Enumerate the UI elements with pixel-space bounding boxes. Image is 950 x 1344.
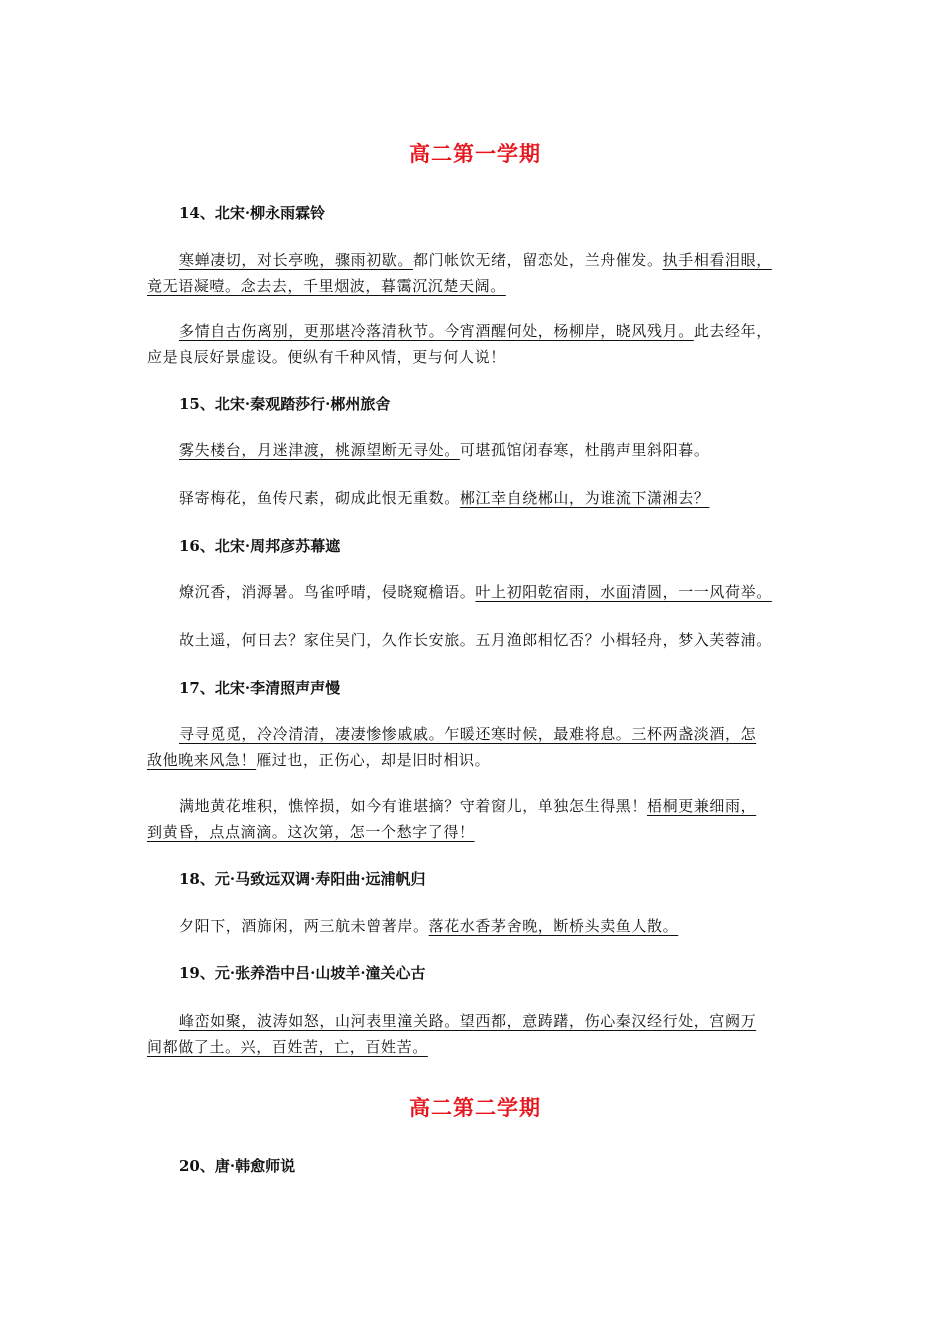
section-title: 高二第二学期: [409, 1095, 541, 1120]
verse-text: 夕阳下，酒旆闲，两三航未曾著岸。: [179, 917, 429, 935]
verse-text: 应是良辰好景虚设。便纵有千种风情，更与何人说！: [147, 348, 506, 366]
underlined-verse: 竟无语凝噎。念去去，千里烟波，暮霭沉沉楚天阔。: [147, 277, 506, 295]
poem-heading: 19、元·张养浩中吕·山坡羊·潼关心古: [179, 964, 426, 982]
poem-heading: 17、北宋·李清照声声慢: [179, 679, 341, 697]
poem-heading: 18、元·马致远双调·寿阳曲·远浦帆归: [179, 870, 426, 888]
poem-line: [179, 487, 709, 508]
poem-heading: 16、北宋·周邦彦苏幕遮: [179, 537, 341, 555]
poem-line: [147, 749, 490, 770]
underlined-verse: 梧桐更兼细雨，: [647, 797, 757, 815]
poem-heading: 15、北宋·秦观踏莎行·郴州旅舍: [179, 395, 391, 413]
poem-line: [179, 1010, 756, 1031]
poem-heading: 20、唐·韩愈师说: [179, 1157, 296, 1175]
poem-line: [179, 439, 709, 460]
underlined-verse: 多情自古伤离别，更那堪冷落清秋节。今宵酒醒何处，杨柳岸，晓风残月。: [179, 322, 694, 340]
poem-line: [147, 1036, 428, 1057]
underlined-verse: 到黄昏，点点滴滴。这次第，怎一个愁字了得！: [147, 823, 475, 841]
section-title: 高二第一学期: [409, 141, 541, 166]
underlined-verse: 寻寻觅觅，冷冷清清，凄凄惨惨戚戚。乍暖还寒时候，最难将息。三杯两盏淡酒，怎: [179, 725, 757, 743]
poem-line: [179, 581, 772, 602]
underlined-verse: 敌他晚来风急！: [147, 751, 257, 769]
poem-line: [179, 320, 772, 341]
verse-text: 满地黄花堆积，憔悴损，如今有谁堪摘？守着窗儿，单独怎生得黑！: [179, 797, 648, 815]
underlined-verse: 落花水香茅舍晚，断桥头卖鱼人散。: [428, 917, 679, 935]
verse-text: 故土遥，何日去？家住吴门，久作长安旅。五月渔郎相忆否？小楫轻舟，梦入芙蓉浦。: [179, 631, 772, 649]
poem-line: [179, 249, 772, 270]
poem-line: [179, 915, 678, 936]
poem-line: [179, 723, 756, 744]
poem-line: [179, 629, 772, 650]
verse-text: 此去经年，: [693, 322, 772, 340]
underlined-verse: 郴江幸自绕郴山，为谁流下潇湘去？: [459, 489, 710, 507]
poem-line: [179, 795, 756, 816]
underlined-verse: 寒蝉凄切，对长亭晚，骤雨初歇。: [179, 251, 414, 269]
verse-text: 雁过也，正伤心，却是旧时相识。: [256, 751, 491, 769]
verse-text: 可堪孤馆闭春寒，杜鹃声里斜阳暮。: [459, 441, 710, 459]
poem-line: [147, 275, 506, 296]
verse-text: 驿寄梅花，鱼传尺素，砌成此恨无重数。: [179, 489, 460, 507]
poem-line: [147, 821, 475, 842]
poem-line: [147, 346, 506, 367]
underlined-verse: 执手相看泪眼，: [662, 251, 772, 269]
underlined-verse: 峰峦如聚，波涛如怒，山河表里潼关路。望西都，意踌躇，伤心秦汉经行处，宫阙万: [179, 1012, 757, 1030]
underlined-verse: 雾失楼台，月迷津渡，桃源望断无寻处。: [179, 441, 460, 459]
underlined-verse: 叶上初阳乾宿雨，水面清圆，一一风荷举。: [475, 583, 772, 601]
verse-text: 都门帐饮无绪，留恋处，兰舟催发。: [413, 251, 663, 269]
poem-heading: 14、北宋·柳永雨霖铃: [179, 204, 326, 222]
underlined-verse: 间都做了土。兴，百姓苦，亡，百姓苦。: [147, 1038, 428, 1056]
verse-text: 燎沉香，消溽暑。鸟雀呼晴，侵晓窥檐语。: [179, 583, 476, 601]
